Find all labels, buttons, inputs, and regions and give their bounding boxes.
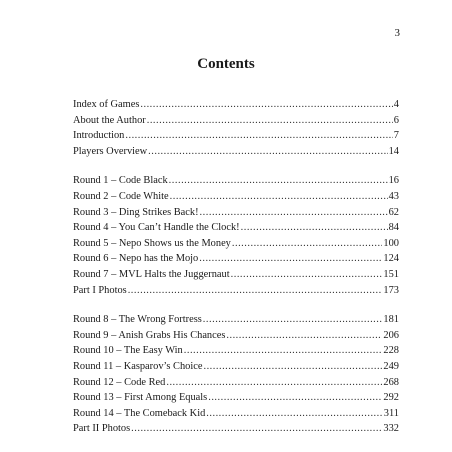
toc-entry-title: Round 1 – Code Black bbox=[73, 175, 168, 187]
dot-leader bbox=[128, 283, 383, 299]
dot-leader bbox=[226, 328, 382, 344]
toc-entry-title: Index of Games bbox=[73, 99, 140, 110]
toc-entry-page: 268 bbox=[383, 376, 399, 388]
dot-leader bbox=[232, 236, 383, 252]
dot-leader bbox=[231, 267, 383, 283]
toc-entry-title: Round 11 – Kasparov’s Choice bbox=[73, 360, 203, 372]
toc-entry-title: Players Overview bbox=[73, 145, 148, 157]
toc-entry-title: Introduction bbox=[73, 130, 125, 142]
toc-entry-title: Round 5 – Nepo Shows us the Money bbox=[73, 237, 231, 249]
toc-entry-page: 62 bbox=[388, 206, 399, 218]
toc-entry[interactable] bbox=[73, 97, 399, 113]
toc-entry-title: Round 7 – MVL Halts the Juggernaut bbox=[73, 268, 230, 280]
toc-entry-title: Round 4 – You Can’t Handle the Clock! bbox=[73, 222, 240, 234]
toc-entry-title: Round 14 – The Comeback Kid bbox=[73, 407, 206, 419]
toc-entry-title: Part I Photos bbox=[73, 284, 127, 296]
toc-entry[interactable] bbox=[73, 406, 399, 422]
toc-entry[interactable] bbox=[73, 312, 399, 328]
toc-entry-page: 14 bbox=[388, 145, 399, 157]
toc-entry[interactable] bbox=[73, 359, 399, 375]
toc-entry[interactable] bbox=[73, 421, 399, 437]
toc-entry[interactable] bbox=[73, 390, 399, 406]
page-title: Contents bbox=[197, 56, 255, 72]
toc-entry[interactable] bbox=[73, 173, 399, 189]
dot-leader bbox=[125, 128, 392, 144]
toc-entry[interactable] bbox=[73, 205, 399, 221]
dot-leader bbox=[203, 312, 383, 328]
toc-entry-title: Round 12 – Code Red bbox=[73, 376, 166, 388]
toc-entry-page: 206 bbox=[383, 329, 399, 341]
toc-entry-page: 249 bbox=[383, 360, 399, 372]
dot-leader bbox=[131, 421, 382, 437]
toc-entry-title: Round 10 – The Easy Win bbox=[73, 345, 183, 357]
dot-leader bbox=[200, 205, 388, 221]
toc-entry-page: 124 bbox=[383, 253, 399, 265]
dot-leader bbox=[140, 97, 392, 113]
toc-entry-page: 292 bbox=[383, 392, 399, 404]
toc-entry-title: Part II Photos bbox=[73, 423, 131, 435]
dot-leader bbox=[206, 406, 383, 422]
dot-leader bbox=[199, 251, 382, 267]
dot-leader bbox=[241, 220, 388, 236]
dot-leader bbox=[148, 144, 387, 160]
toc-entry-page: 84 bbox=[388, 222, 399, 234]
toc-entry-page: 228 bbox=[383, 345, 399, 357]
toc-section bbox=[73, 312, 399, 437]
toc-entry-title: Round 8 – The Wrong Fortress bbox=[73, 314, 202, 326]
dot-leader bbox=[203, 359, 382, 375]
toc-entry-title: Round 6 – Nepo has the Mojo bbox=[73, 253, 199, 265]
dot-leader bbox=[184, 343, 383, 359]
table-of-contents bbox=[73, 97, 399, 451]
toc-entry-page: 43 bbox=[388, 190, 399, 202]
toc-entry-page: 100 bbox=[383, 237, 399, 249]
toc-entry-page: 4 bbox=[393, 99, 399, 110]
toc-section bbox=[73, 97, 399, 159]
dot-leader bbox=[169, 173, 388, 189]
toc-entry[interactable] bbox=[73, 375, 399, 391]
toc-entry-page: 6 bbox=[393, 114, 399, 126]
toc-entry[interactable] bbox=[73, 267, 399, 283]
toc-entry[interactable] bbox=[73, 220, 399, 236]
toc-section bbox=[73, 173, 399, 298]
toc-entry[interactable] bbox=[73, 144, 399, 160]
toc-entry[interactable] bbox=[73, 128, 399, 144]
toc-entry-title: About the Author bbox=[73, 114, 146, 126]
toc-entry-title: Round 2 – Code White bbox=[73, 190, 169, 202]
toc-entry-page: 151 bbox=[383, 268, 399, 280]
toc-entry[interactable] bbox=[73, 328, 399, 344]
toc-entry-page: 332 bbox=[383, 423, 399, 435]
toc-entry[interactable] bbox=[73, 189, 399, 205]
toc-entry-page: 173 bbox=[383, 284, 399, 296]
toc-entry-page: 7 bbox=[393, 130, 399, 142]
toc-entry-page: 181 bbox=[383, 314, 399, 326]
toc-entry[interactable] bbox=[73, 283, 399, 299]
toc-entry-title: Round 13 – First Among Equals bbox=[73, 392, 208, 404]
page-number: 3 bbox=[394, 27, 400, 39]
dot-leader bbox=[166, 375, 382, 391]
toc-entry-title: Round 9 – Anish Grabs His Chances bbox=[73, 329, 226, 341]
toc-entry[interactable] bbox=[73, 251, 399, 267]
toc-entry[interactable] bbox=[73, 113, 399, 129]
toc-entry[interactable] bbox=[73, 343, 399, 359]
dot-leader bbox=[208, 390, 382, 406]
toc-entry-page: 311 bbox=[383, 407, 399, 419]
dot-leader bbox=[147, 113, 393, 129]
toc-entry[interactable] bbox=[73, 236, 399, 252]
dot-leader bbox=[170, 189, 388, 205]
toc-entry-title: Round 3 – Ding Strikes Back! bbox=[73, 206, 199, 218]
toc-entry-page: 16 bbox=[388, 175, 399, 187]
